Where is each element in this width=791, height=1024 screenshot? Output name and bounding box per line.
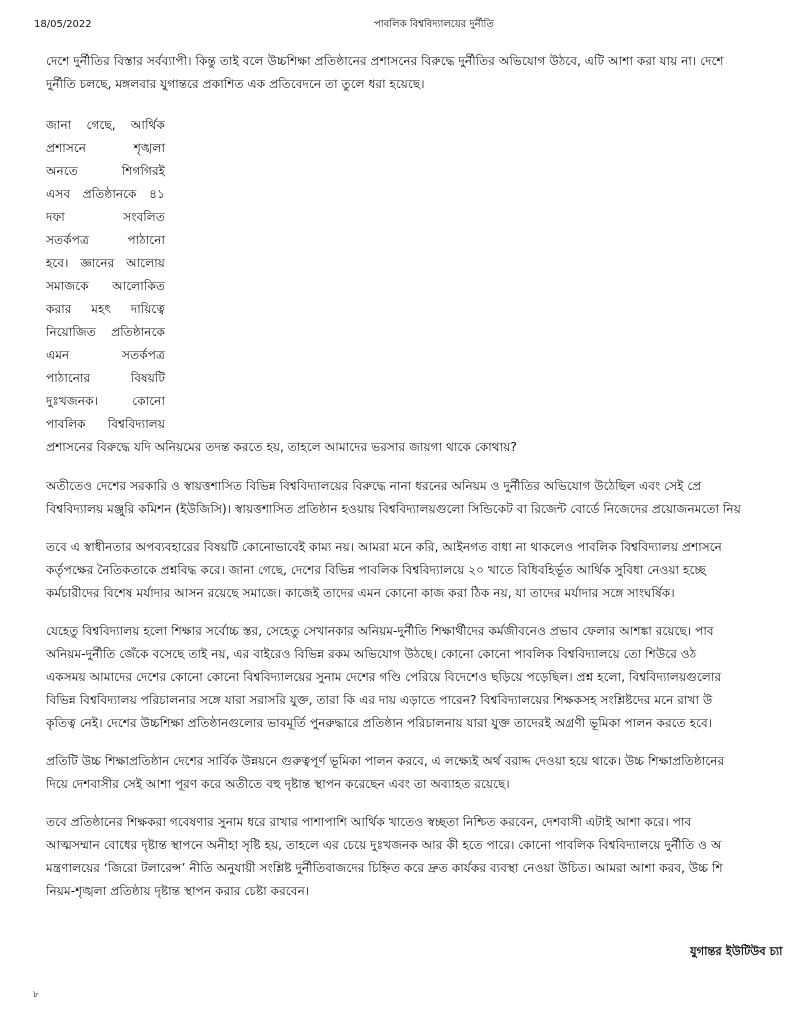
word: আলোয়	[126, 256, 165, 270]
paragraph-intro	[46, 50, 791, 96]
text-line: বিশ্ববিদ্যালয় মঞ্জুরি কমিশন (ইউজিসি)। স্বায়ত্তশাসিত প্রতিষ্ঠান হওয়ায় বিশ্ববিদ্যালয়গুলো সিন্ডিকেট বা রিজেন্ট বোর্ডে নিজেদের প্রয়োজনমতো নিয়	[46, 502, 741, 516]
text-line	[46, 206, 165, 229]
text-line	[46, 344, 165, 367]
text-line: অনিয়ম-দুর্নীতি জেঁকে বসেছে তাই নয়, এর বাইরেও বিভিন্ন রকম অভিযোগ উঠছে। কোনো কোনো পাবলিক বিশ্ববিদ্যালয়ে তো শিউরে ওঠ	[46, 647, 697, 661]
word: মহৎ	[91, 302, 111, 316]
word: বিষয়টি	[130, 371, 165, 385]
word: সমাজকে	[46, 279, 89, 293]
word: শৃঙ্খলা	[133, 141, 165, 155]
page-header	[0, 0, 791, 40]
text-line	[46, 137, 165, 160]
print-date: 18/05/2022	[34, 19, 92, 30]
word: দফা	[46, 210, 65, 224]
text-line: নিয়ম-শৃঙ্খলা প্রতিষ্ঠায় দৃষ্টান্ত স্থাপন করার চেষ্টা করবেন।	[46, 884, 310, 898]
signature-link[interactable]: যুগান্তর ইউটিউব চ্যা	[690, 944, 783, 958]
word: আলোকিত	[112, 279, 165, 293]
word: সংবলিত	[123, 210, 165, 224]
text-line: কর্তৃপক্ষের নৈতিকতাকে প্রশ্নবিদ্ধ করে। জানা গেছে, দেশের বিভিন্ন পাবলিক বিশ্ববিদ্যালয়ে ২০ খাতে বিধিবহির্ভূত আর্থিক সুবিধা নেওয়া হচ্ছে	[46, 563, 706, 577]
paragraph-history	[46, 475, 791, 521]
word: অনতে	[46, 164, 78, 178]
word: এসব	[46, 187, 71, 201]
text-line: দিয়ে দেশবাসীর সেই আশা পূরণ করে অতীতে বহু দৃষ্টান্ত স্থাপন করেছেন এবং তা অব্যাহত রয়েছে।	[46, 777, 510, 791]
word: এমন	[46, 348, 70, 362]
text-line: আত্মসম্মান বোধের দৃষ্টান্ত স্থাপনে অনীহা সৃষ্টি হয়, তাহলে এর চেয়ে দুঃখজনক আর কী হতে পারে। কোনো পাবলিক বিশ্ববিদ্যালয়ে দুর্নীতি ও অ	[46, 838, 722, 852]
text-line	[46, 229, 165, 252]
text-line: কর্মচারীদের বিশেষ মর্যাদার আসন রয়েছে সমাজে। কাজেই তাদের এমন কোনো কাজ করা ঠিক নয়, যা তাদের মর্যাদার সঙ্গে সাংঘর্ষিক।	[46, 586, 675, 600]
word: হবে।	[46, 256, 69, 270]
word: শিগগিরই	[121, 164, 165, 178]
word: পাঠানোর	[46, 371, 91, 385]
text-line: বিভিন্ন বিশ্ববিদ্যালয় পরিচালনার সঙ্গে যারা সরাসরি যুক্ত, তারা কি এর দায় এড়াতে পারেন? বিশ্ববিদ্যালয়ের শিক্ষকসহ সংশ্লিষ্টদের মনে রাখা উ	[46, 693, 713, 707]
text-line	[46, 114, 165, 137]
paragraph-conclusion	[46, 811, 791, 903]
word: করার	[46, 302, 72, 316]
word: সতর্কপত্র	[122, 348, 165, 362]
text-line	[46, 252, 165, 275]
paragraph-narrow-column	[46, 114, 165, 436]
text-line: কৃতিত্ব নেই। দেশের উচ্চশিক্ষা প্রতিষ্ঠানগুলোর ভাবমূর্তি পুনরুদ্ধারে প্রতিষ্ঠান পরিচালনায় যারা যুক্ত তাদেরই অগ্রণী ভূমিকা পালন করতে হবে।	[46, 716, 713, 730]
text-line: একসময় আমাদের দেশের কোনো কোনো বিশ্ববিদ্যালয়ের সুনাম দেশের গণ্ডি পেরিয়ে বিদেশেও ছড়িয়ে পড়েছিল। প্রশ্ন হলো, বিশ্ববিদ্যালয়গুলোর	[46, 670, 722, 684]
text-line	[46, 367, 165, 390]
page-number: ৮	[33, 990, 39, 1000]
word: নিয়োজিত	[46, 325, 96, 339]
word: আর্থিক	[130, 118, 165, 132]
text-line: দেশে দুর্নীতির বিস্তার সর্বব্যাপী। কিন্তু তাই বলে উচ্চশিক্ষা প্রতিষ্ঠানের প্রশাসনের বিরুদ্ধে দুর্নীতির অভিযোগ উঠবে, এটি আশা করা যায় না। দেশে	[46, 54, 724, 68]
text-line: দুর্নীতি চলছে, মঙ্গলবার যুগান্তরে প্রকাশিত এক প্রতিবেদনে তা তুলে ধরা হয়েছে।	[46, 77, 425, 91]
paragraph-narrow-tail: প্রশাসনের বিরুদ্ধে যদি অনিয়মের তদন্ত করতে হয়, তাহলে আমাদের ভরসার জায়গা থাকে কোথায়?	[46, 440, 517, 454]
paragraph-role	[46, 750, 791, 796]
text-line: প্রতিটি উচ্চ শিক্ষাপ্রতিষ্ঠান দেশের সার্বিক উন্নয়নে গুরুত্বপূর্ণ ভূমিকা পালন করবে, এ লক্ষ্যেই অর্থ বরাদ্দ দেওয়া হয়ে থাকে। উচ্চ শিক্ষাপ্রতিষ্ঠানের	[46, 754, 725, 768]
word: জানা	[46, 118, 72, 132]
word: বিশ্ববিদ্যালয়	[107, 417, 165, 431]
word: প্রতিষ্ঠানকে	[111, 325, 165, 339]
text-line: তবে এ স্বাধীনতার অপব্যবহারের বিষয়টি কোনোভাবেই কাম্য নয়। আমরা মনে করি, আইনগত বাধা না থাকলেও পাবলিক বিশ্ববিদ্যালয় প্রশাসনে	[46, 540, 722, 554]
text-line: যেহেতু বিশ্ববিদ্যালয় হলো শিক্ষার সর্বোচ্চ স্তর, সেহেতু সেখানকার অনিয়ম-দুর্নীতি শিক্ষার্থীদের কর্মজীবনেও প্রভাব ফেলার আশঙ্কা রয়েছে। পাব	[46, 624, 714, 638]
paragraph-independence	[46, 536, 791, 605]
word: প্রতিষ্ঠানকে	[82, 187, 137, 201]
word: প্রশাসনে	[46, 141, 87, 155]
text-line	[46, 298, 165, 321]
text-line: তবে প্রতিষ্ঠানের শিক্ষকরা গবেষণার সুনাম ধরে রাখার পাশাপাশি আর্থিক খাতেও স্বচ্ছতা নিশ্চিত করবেন, দেশবাসী এটাই আশা করে। পাব	[46, 815, 692, 829]
text-line	[46, 183, 165, 206]
paragraph-impact	[46, 620, 791, 735]
word: পাঠানো	[127, 233, 165, 247]
page-title: পাবলিক বিশ্ববিদ্যালয়ের দুর্নীতি	[374, 19, 494, 30]
word: পাবলিক	[46, 417, 86, 431]
text-line	[46, 390, 165, 413]
text-line	[46, 275, 165, 298]
word: দুঃখজনক।	[46, 394, 98, 408]
text-line: মন্ত্রণালয়ের ‘জিরো টলারেন্স’ নীতি অনুযায়ী সংশ্লিষ্ট দুর্নীতিবাজদের চিহ্নিত করে দ্রুত কার্যকর ব্যবস্থা নেওয়া উচিত। আমরা আশা করব, উচ্চ শি	[46, 861, 723, 875]
text-line	[46, 413, 165, 436]
word: ৪১	[149, 187, 165, 201]
word: জ্ঞানের	[80, 256, 115, 270]
word: দায়িত্বে	[130, 302, 165, 316]
word: কোনো	[132, 394, 165, 408]
word: গেছে,	[86, 118, 116, 132]
text-line	[46, 160, 165, 183]
article-body	[46, 50, 791, 980]
text-line	[46, 321, 165, 344]
word: সতর্কপত্র	[46, 233, 89, 247]
text-line: অতীতেও দেশের সরকারি ও স্বায়ত্তশাসিত বিভিন্ন বিশ্ববিদ্যালয়ের বিরুদ্ধে নানা ধরনের অনিয়ম ও দুর্নীতির অভিযোগ উঠেছিল এবং সেই প্রে	[46, 479, 702, 493]
